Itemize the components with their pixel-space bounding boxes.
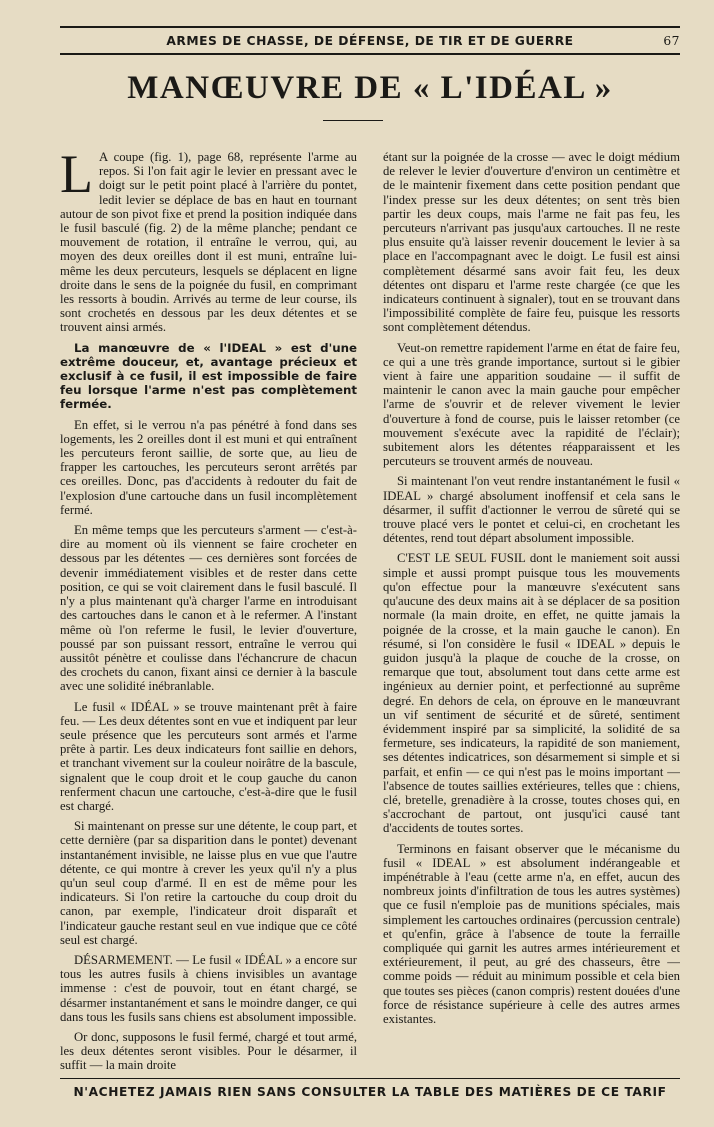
paragraph: Or donc, supposons le fusil fermé, chargé et tout armé, les deux détentes seront visibles. Pour le désarmer, il suffit — la main droite — [60, 1029, 357, 1073]
drop-cap: L — [60, 150, 93, 204]
page-number: 67 — [663, 34, 680, 48]
paragraph: Le fusil « IDÉAL » se trouve maintenant prêt à faire feu. — Les deux détentes sont en vue et indiquent par leur seule présence que les percuteurs sont armés et l'arme prête à partir. Les deux indicateurs font saillie en dehors, et tranchant vivement sur la couleur noirâtre de la bascule, signalent que le coup droit et le coup gauche du canon renferment chacun une cartouche, c'est-à-dire que le fusil est chargé. — [60, 699, 357, 813]
page-footer: N'ACHETEZ JAMAIS RIEN SANS CONSULTER LA TABLE DES MATIÈRES DE CE TARIF — [73, 1085, 667, 1099]
page-title: MANŒUVRE DE « L'IDÉAL » — [127, 70, 613, 106]
paragraph: C'EST LE SEUL FUSIL dont le maniement soit aussi simple et aussi prompt puisque tous les mouvements qu'on effectue pour la manœuvre s'exécutent sans qu'aucune des deux mains ait à se déplacer de sa position normale (la main droite, en effet, ne quitte jamais la poignée de la crosse, et la main gauche le canon). En résumé, si l'on considère le fusil « IDEAL » depuis le guidon jusqu'à la plaque de couche de la crosse, on remarque que tout, absolument tout dans cette arme est ingénieux au dernier point, et perfectionné au suprême degré. En dehors de cela, on éprouve en le manœuvrant un vif sentiment de sécurité et de sûreté, sentiment évidemment inspiré par sa simplicité, la solidité de sa fermeture, ses indicateurs, la rapidité de son maniement, ses détentes indicatrices, son désarmement si simple et si parfait, et enfin — ce qui n'est pas le moins important — l'absence de toutes saillies extérieures, telles que : chiens, clé, bretelle, grenadière à la crosse, toutes choses qui, en s'accrochant de partout, ont jusqu'ici causé tant d'accidents de toutes sortes. — [383, 551, 680, 836]
paragraph: En effet, si le verrou n'a pas pénétré à fond dans ses logements, les 2 oreilles dont il est muni et qui entraînent les percuteurs feront saillie, de sorte que, au lieu de frapper les cartouches, les percuteurs seront arrêtés par ces oreilles. Donc, pas d'accidents à redouter du fait de l'explosion d'une cartouche dans un fusil incomplètement fermé. — [60, 417, 357, 517]
running-title: ARMES DE CHASSE, DE DÉFENSE, DE TIR ET DE GUERRE — [166, 34, 574, 48]
title-divider — [323, 120, 383, 121]
footer-rule — [60, 1078, 680, 1079]
page-header — [60, 31, 680, 53]
paragraph: Terminons en faisant observer que le mécanisme du fusil « IDEAL » est absolument indérangeable et impénétrable à l'eau (cette arme n'a, en effet, aucun des nombreux joints d'infiltration de tous les autres systèmes) que ce fusil n'emploie pas de munitions spéciales, mais simplement les cartouches ordinaires (percussion centrale) et qu'enfin, grâce à l'absence de toute la ferraille compliquée qui garnit les autres armes intérieurement et extérieurement, il peut, au gré des chasseurs, être — comme poids — réduit au minimum possible et cela bien que toutes ses pièces (canon compris) restent douées d'une force de résistance supérieure à celle des autres armes existantes. — [383, 841, 680, 1026]
header-top-rule — [60, 26, 680, 28]
paragraph: Si maintenant l'on veut rendre instantanément le fusil « IDEAL » chargé absolument inoffensif et cela sans le désarmer, il suffit d'actionner le verrou de sûreté qui se trouve placé vers le pontet et celui-ci, en crochetant les détentes, rend tout départ absolument impossible. — [383, 474, 680, 546]
paragraph: En même temps que les percuteurs s'arment — c'est-à-dire au moment où ils viennent se faire crocheter en dessous par les détentes — ces dernières sont forcées de devenir immédiatement visibles et de rester dans cette position, ce qui se voit clairement dans le fusil basculé. Il n'y a plus maintenant qu'à charger l'arme en introduisant des cartouches dans le canon et à le refermer. A l'instant même où l'on referme le fusil, le levier d'ouverture, poussé par son puissant ressort, entraîne le verrou qui aussitôt pénètre et coulisse dans l'échancrure de chacun des crochets du canon, fixant ainsi ce dernier à la bascule avec une solidité inébranlable. — [60, 523, 357, 694]
paragraph: DÉSARMEMENT. — Le fusil « IDÉAL » a encore sur tous les autres fusils à chiens invisibles un avantage immense : c'est de pouvoir, tout en étant chargé, se désarmer instantanément et sans le moindre danger, ce qui dans tous les fusils sans chiens est absolument impossible. — [60, 952, 357, 1024]
left-column — [60, 150, 357, 1082]
paragraph: étant sur la poignée de la crosse — avec le doigt médium de relever le levier d'ouverture d'environ un centimètre et de le maintenir fixement dans cette position pendant que l'index presse sur les deux détentes; on sent très bien partir les deux coups, mais l'arme ne fait pas feu, les percuteurs n'arrivant pas jusqu'aux cartouches. Il ne reste plus ensuite qu'à laisser revenir doucement le levier à sa place en l'accompagnant avec le doigt. Le fusil est ainsi complètement désarmé sans avoir fait feu, les deux détentes ont disparu et l'arme reste chargée (ce que les indicateurs continuent à signaler), tout en se trouvant dans l'impossibilité complète de faire feu, puisque les ressorts sont complètement détendus. — [383, 150, 680, 335]
paragraph: Si maintenant on presse sur une détente, le coup part, et cette dernière (par sa disparition dans le pontet) devenant instantanément invisible, ne laisse plus en vue que l'autre détente, ce qui montre à crever les yeux qu'il n'y a plus qu'un seul coup d'armé. Il en est de même pour les indicateurs. Si l'on retire la cartouche du coup droit du canon, par exemple, l'indicateur droit disparaît et l'indicateur gauche restant seul en vue indique que ce côté seul est chargé. — [60, 819, 357, 947]
header-bottom-rule — [60, 53, 680, 55]
right-column — [383, 150, 680, 1082]
paragraph: La manœuvre de « l'IDEAL » est d'une extrême douceur, et, avantage précieux et exclusif à ce fusil, il est impossible de faire feu lorsque l'arme n'est pas complètement fermée. — [60, 340, 357, 412]
paragraph: L A coupe (fig. 1), page 68, représente l'arme au repos. Si l'on fait agir le levier en pressant avec le doigt sur le petit point placé à l'arrière du pontet, ledit levier se déplace de bas en haut en tournant autour de son pivot fixe et prend la position indiquée dans le fusil basculé (fig. 2) de la même planche; pendant ce mouvement de rotation, il entraîne le verrou, qui, au moyen des deux oreilles dont il est muni, entraîne lui-même les deux percuteurs, lesquels se déplacent en ligne droite dans le sens de la poignée du fusil, en comprimant les ressorts à boudin. Arrivés au terme de leur course, ils sont crochetés en dessous par les deux détentes et se trouvent ainsi armés. — [60, 150, 357, 335]
paragraph: Veut-on remettre rapidement l'arme en état de faire feu, ce qui a une très grande importance, surtout si le gibier vient à faire une apparition soudaine — il suffit de maintenir le canon avec la main gauche pour empêcher l'arme de s'ouvrir et de relever vivement le levier d'ouverture à fond de course, puis le laisser retomber (ce mouvement s'exécute avec la rapidité de l'éclair); subitement alors les détentes réapparaissent et les percuteurs se trouvent armés de nouveau. — [383, 340, 680, 469]
